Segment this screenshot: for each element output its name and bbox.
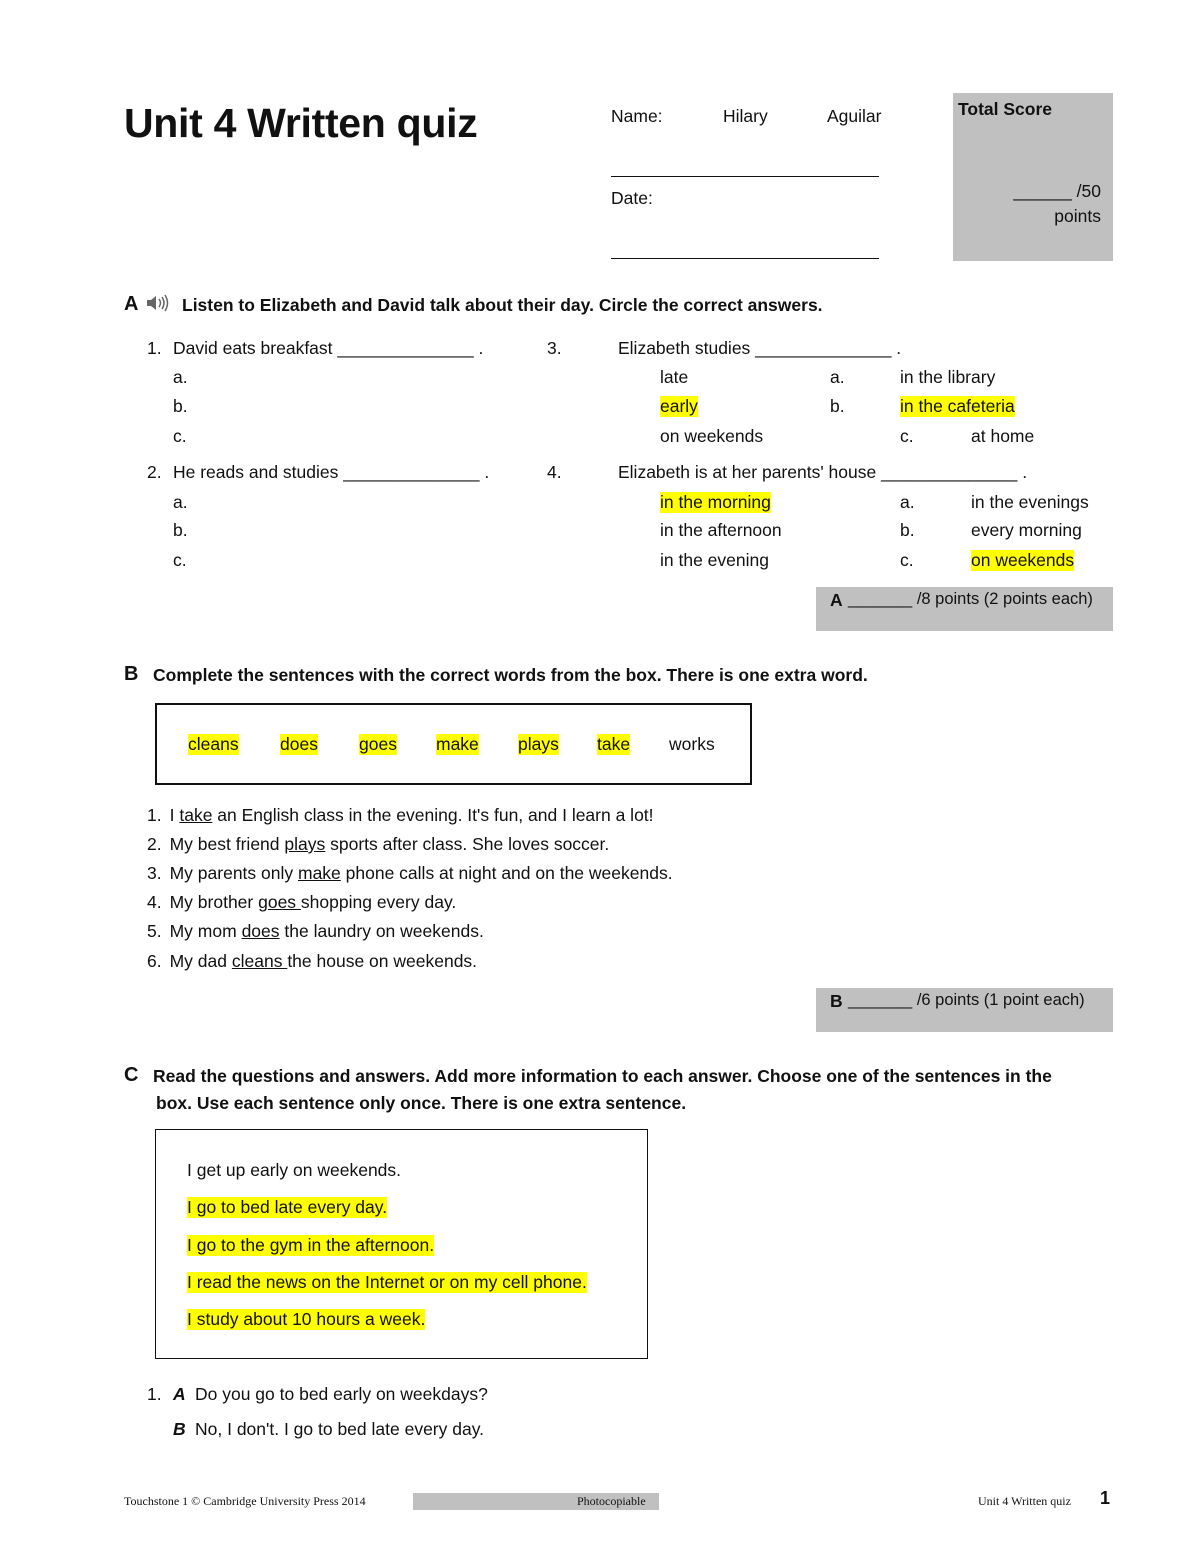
section-a-letter: A (124, 293, 139, 315)
word-box-item: take (597, 734, 631, 754)
name-last: Aguilar (827, 106, 882, 126)
question-text: David eats breakfast ______________ . (173, 338, 484, 358)
word-box-item: cleans (188, 734, 239, 754)
question-text: Elizabeth is at her parents' house ______________ . (618, 462, 1028, 482)
date-line (611, 258, 879, 259)
section-c-instruction-1: Read the questions and answers. Add more information to each answer. Choose one of the sentences in the (153, 1066, 1052, 1086)
section-a-score-box (816, 587, 1113, 631)
question-a-text: Do you go to bed early on weekdays? (195, 1384, 488, 1404)
answer-b-text: No, I don't. I go to bed late every day. (195, 1419, 485, 1439)
option-letter: a. (173, 367, 188, 387)
sentence-box-item: I go to bed late every day. (187, 1197, 388, 1217)
answer-option-selected[interactable]: in the morning (660, 492, 771, 512)
sentence-box (155, 1129, 648, 1359)
question-text: Elizabeth studies ______________ . (618, 338, 902, 358)
option-letter: a. (830, 367, 845, 387)
answer-option[interactable]: in the evenings (971, 492, 1089, 512)
total-score-value: ______ /50 (1013, 181, 1101, 201)
answer-option-selected[interactable]: on weekends (971, 550, 1075, 570)
option-letter: c. (900, 426, 914, 446)
footer-copyright: Touchstone 1 © Cambridge University Press 2014 (124, 1494, 366, 1508)
word-box-item: goes (359, 734, 397, 754)
option-letter: b. (900, 520, 915, 540)
section-c-instruction-2: box. Use each sentence only once. There is one extra sentence. (156, 1093, 687, 1113)
answer-option-selected[interactable]: early (660, 396, 698, 416)
option-letter: b. (173, 520, 188, 540)
answer-blank[interactable]: make (298, 863, 341, 883)
option-letter: b. (830, 396, 845, 416)
answer-option[interactable]: in the library (900, 367, 996, 387)
name-line (611, 176, 879, 177)
answer-option[interactable]: on weekends (660, 426, 764, 446)
sentence-box-item: I read the news on the Internet or on my cell phone. (187, 1272, 587, 1292)
speaker-icon[interactable] (146, 294, 170, 317)
name-first: Hilary (723, 106, 768, 126)
option-letter: a. (173, 492, 188, 512)
total-score-unit: points (1054, 206, 1101, 226)
word-box-item: plays (518, 734, 559, 754)
answer-option[interactable]: in the afternoon (660, 520, 782, 540)
answer-blank[interactable]: cleans (231, 951, 288, 971)
footer-photocopiable-bar (413, 1493, 659, 1510)
sentence-box-item: I study about 10 hours a week. (187, 1309, 426, 1329)
date-label: Date: (611, 188, 653, 208)
list-item: 3. My parents only make phone calls at night and on the weekends. (147, 863, 673, 883)
word-box-item: works (669, 734, 715, 754)
answer-blank[interactable]: plays (284, 834, 326, 854)
word-box-item: make (436, 734, 479, 754)
question-number: 1. (147, 1384, 162, 1404)
section-c-letter: C (124, 1064, 139, 1086)
answer-option[interactable]: at home (971, 426, 1035, 446)
word-box (155, 703, 752, 785)
question-number: 2. (147, 462, 162, 482)
list-item: 1. I take an English class in the evening. It's fun, and I learn a lot! (147, 805, 654, 825)
section-b-score-text: _______ /6 points (1 point each) (848, 991, 1085, 1009)
section-a-score-text: _______ /8 points (2 points each) (848, 590, 1093, 608)
list-item: 2. My best friend plays sports after class. She loves soccer. (147, 834, 610, 854)
question-number: 1. (147, 338, 162, 358)
total-score-box (953, 93, 1113, 261)
question-number: 3. (547, 338, 562, 358)
answer-option[interactable]: in the evening (660, 550, 769, 570)
footer-unit: Unit 4 Written quiz (978, 1494, 1071, 1508)
answer-option-selected[interactable]: in the cafeteria (900, 396, 1015, 416)
section-b-instruction: Complete the sentences with the correct words from the box. There is one extra word. (153, 665, 868, 685)
footer-photocopiable: Photocopiable (577, 1494, 646, 1508)
section-a-score-letter: A (830, 590, 843, 610)
page-title: Unit 4 Written quiz (124, 100, 478, 146)
sentence-box-item: I go to the gym in the afternoon. (187, 1235, 435, 1255)
name-label: Name: (611, 106, 663, 126)
sentence-box-item: I get up early on weekends. (187, 1160, 402, 1180)
answer-option[interactable]: late (660, 367, 689, 387)
section-b-score-box (816, 988, 1113, 1032)
speaker-b-label: B (173, 1419, 186, 1439)
answer-blank[interactable]: take (179, 805, 213, 825)
speaker-a-label: A (173, 1384, 186, 1404)
answer-blank[interactable]: does (241, 921, 280, 941)
section-b-score-letter: B (830, 991, 843, 1011)
option-letter: c. (173, 426, 187, 446)
section-a-instruction: Listen to Elizabeth and David talk about their day. Circle the correct answers. (182, 295, 823, 315)
list-item: 6. My dad cleans the house on weekends. (147, 951, 478, 971)
list-item: 4. My brother goes shopping every day. (147, 892, 457, 912)
option-letter: a. (900, 492, 915, 512)
option-letter: b. (173, 396, 188, 416)
question-text: He reads and studies ______________ . (173, 462, 490, 482)
option-letter: c. (900, 550, 914, 570)
word-box-item: does (280, 734, 318, 754)
answer-option[interactable]: every morning (971, 520, 1082, 540)
question-number: 4. (547, 462, 562, 482)
total-score-label: Total Score (958, 99, 1053, 119)
section-b-letter: B (124, 663, 139, 685)
page-number: 1 (1100, 1488, 1111, 1508)
answer-blank[interactable]: goes (258, 892, 301, 912)
list-item: 5. My mom does the laundry on weekends. (147, 921, 484, 941)
option-letter: c. (173, 550, 187, 570)
